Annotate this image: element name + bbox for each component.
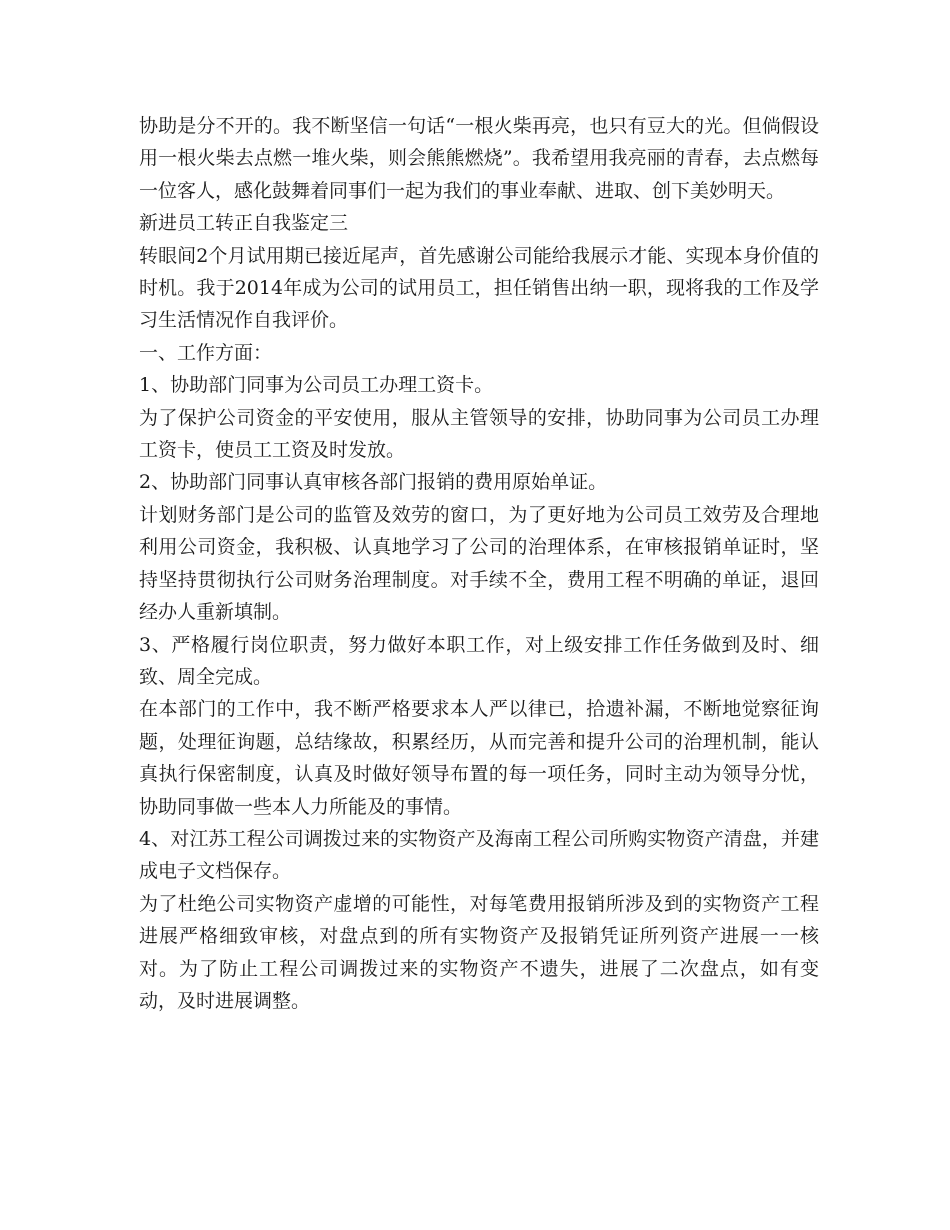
item-1-body: 为了保护公司资金的平安使用，服从主管领导的安排，协助同事为公司员工办理工资卡，使员工工资及时发放。: [139, 406, 819, 462]
item-2-body: 计划财务部门是公司的监管及效劳的窗口，为了更好地为公司员工效劳及合理地利用公司资金，我积极、认真地学习了公司的治理体系，在审核报销单证时，坚持坚持贯彻执行公司财务治理制度。对手续不全，费用工程不明确的单证，退回经办人重新填制。: [139, 503, 819, 624]
document-body: [139, 110, 819, 1017]
item-4-body: 为了杜绝公司实物资产虚增的可能性，对每笔费用报销所涉及到的实物资产工程进展严格细致审核，对盘点到的所有实物资产及报销凭证所列资产进展一一核对。为了防止工程公司调拨过来的实物资产不遗失，进展了二次盘点，如有变动，及时进展调整。: [139, 892, 819, 1012]
item-2-heading: 2、协助部门同事认真审核各部门报销的费用原始单证。: [139, 471, 608, 494]
paragraph-opening: 转眼间2个月试用期已接近尾声，首先感谢公司能给我展示才能、实现本身价值的时机。我于2014年成为公司的试用员工，担任销售出纳一职，现将我的工作及学习生活情况作自我评价。: [139, 244, 819, 332]
section-heading: 新进员工转正自我鉴定三: [139, 212, 349, 235]
paragraph-intro-continuation: 协助是分不开的。我不断坚信一句话“一根火柴再亮，也只有豆大的光。但倘假设用一根火柴去点燃一堆火柴，则会熊熊燃烧”。我希望用我亮丽的青春，去点燃每一位客人，感化鼓舞着同事们一起为我们的事业奉献、进取、创下美妙明天。: [139, 115, 819, 202]
item-1-heading: 1、协助部门同事为公司员工办理工资卡。: [139, 374, 494, 397]
item-3-heading: 3、严格履行岗位职责，努力做好本职工作，对上级安排工作任务做到及时、细致、周全完成。: [139, 633, 819, 688]
item-3-body: 在本部门的工作中，我不断严格要求本人严以律已，拾遗补漏，不断地觉察征询题，处理征询题，总结缘故，积累经历，从而完善和提升公司的治理机制，能认真执行保密制度，认真及时做好领导布置的每一项任务，同时主动为领导分忧，协助同事做一些本人力所能及的事情。: [139, 698, 819, 818]
subheading-work: 一、工作方面：: [139, 341, 273, 364]
item-4-heading: 4、对江苏工程公司调拨过来的实物资产及海南工程公司所购实物资产清盘，并建成电子文档保存。: [139, 827, 819, 883]
